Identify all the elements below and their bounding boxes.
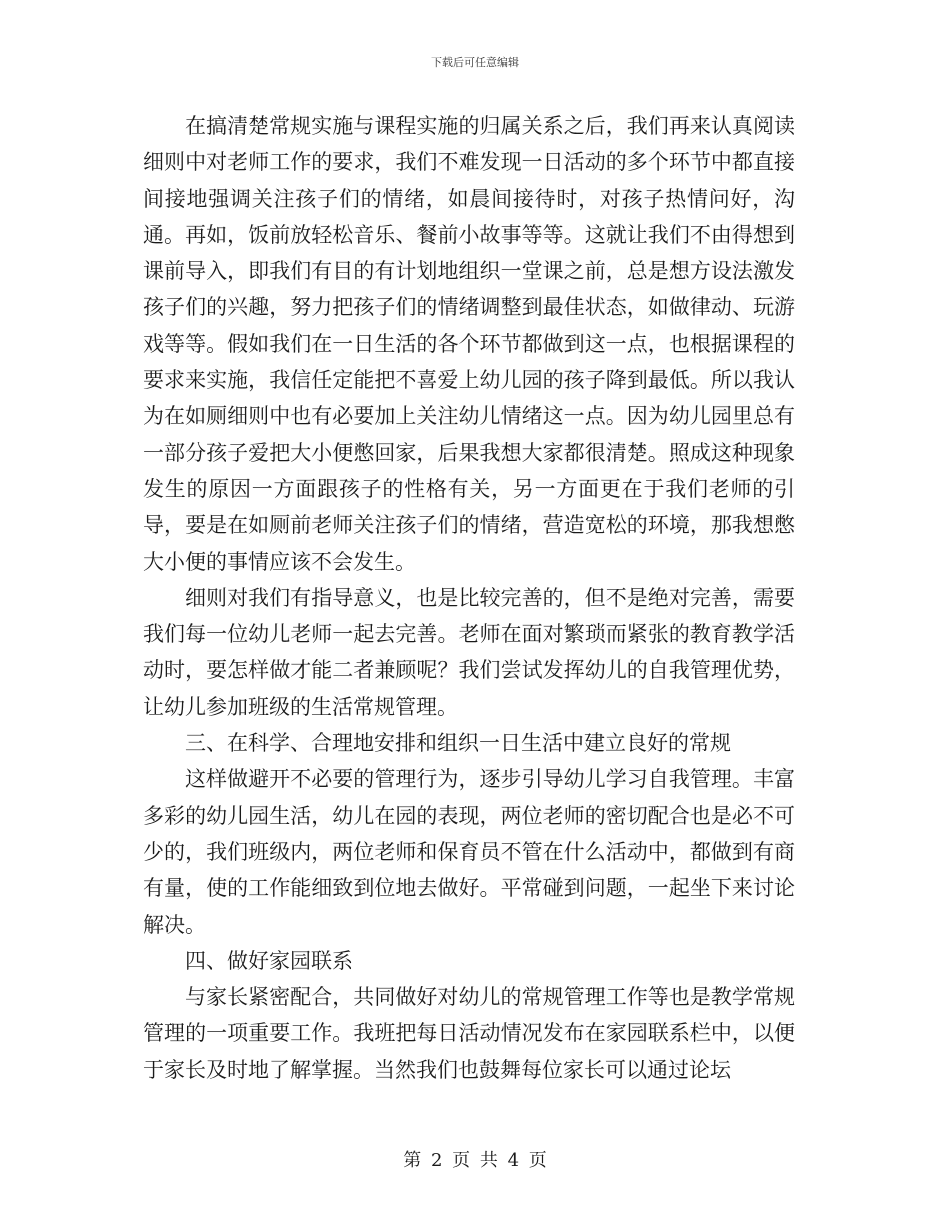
section-heading-4: 四、做好家园联系 [185, 948, 353, 973]
paragraph-3: 这样做避开不必要的管理行为，逐步引导幼儿学习自我管理。丰富多彩的幼儿园生活，幼儿在园的表现，两位老师的密切配合也是必不可少的，我们班级内，两位老师和保育员不管在什么活动中，都做到有商有量，使的工作能细致到位地去做好。平常碰到问题，一起坐下来讨论解决。 [143, 767, 795, 937]
document-body [143, 108, 795, 1088]
paragraph-2: 细则对我们有指导意义，也是比较完善的，但不是绝对完善，需要我们每一位幼儿老师一起去完善。老师在面对繁琐而紧张的教育教学活动时，要怎样做才能二者兼顾呢？我们尝试发挥幼儿的自我管理优势，让幼儿参加班级的生活常规管理。 [143, 585, 795, 719]
page-header: 下载后可任意编辑 [431, 56, 519, 69]
paragraph-4: 与家长紧密配合，共同做好对幼儿的常规管理工作等也是教学常规管理的一项重要工作。我班把每日活动情况发布在家园联系栏中，以便于家长及时地了解掌握。当然我们也鼓舞每位家长可以通过论坛 [143, 985, 795, 1082]
page-number-footer: 第 2 页 共 4 页 [403, 1150, 547, 1171]
paragraph-1: 在搞清楚常规实施与课程实施的归属关系之后，我们再来认真阅读细则中对老师工作的要求，我们不难发现一日活动的多个环节中都直接间接地强调关注孩子们的情绪，如晨间接待时，对孩子热情问好，沟通。再如，饭前放轻松音乐、餐前小故事等等。这就让我们不由得想到课前导入，即我们有目的有计划地组织一堂课之前，总是想方设法激发孩子们的兴趣，努力把孩子们的情绪调整到最佳状态，如做律动、玩游戏等等。假如我们在一日生活的各个环节都做到这一点，也根据课程的要求来实施，我信任定能把不喜爱上幼儿园的孩子降到最低。所以我认为在如厕细则中也有必要加上关注幼儿情绪这一点。因为幼儿园里总有一部分孩子爱把大小便憋回家，后果我想大家都很清楚。照成这种现象发生的原因一方面跟孩子的性格有关，另一方面更在于我们老师的引导，要是在如厕前老师关注孩子们的情绪，营造宽松的环境，那我想憋大小便的事情应该不会发生。 [143, 114, 795, 574]
section-heading-3: 三、在科学、合理地安排和组织一日生活中建立良好的常规 [185, 731, 731, 756]
